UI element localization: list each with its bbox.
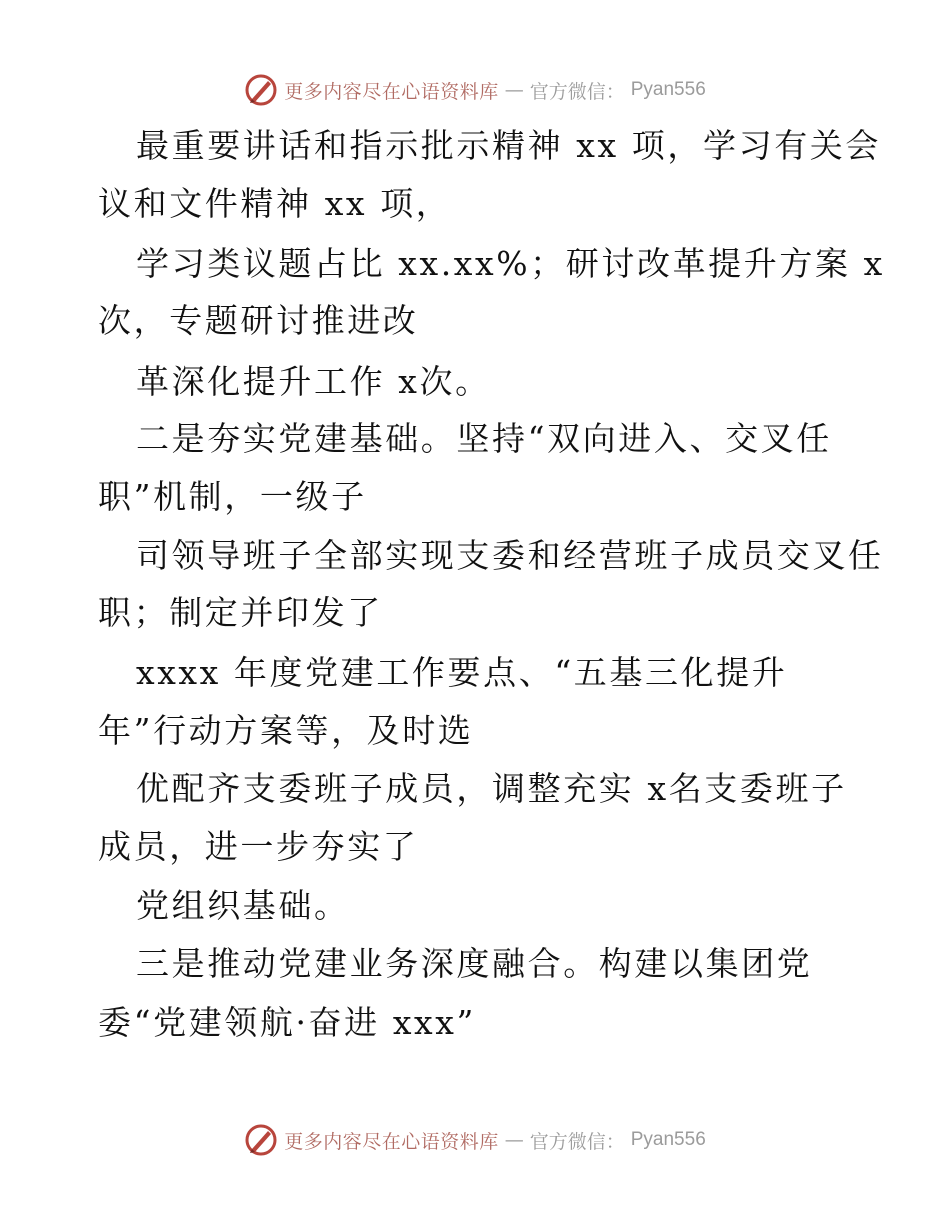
footer-wechat-id: Pyan556 <box>630 1129 706 1150</box>
footer-watermark <box>0 1120 950 1160</box>
text-line: 三是推动党建业务深度融合。构建以集团党 <box>136 944 813 983</box>
text-line: 委“党建领航·奋进 xxx” <box>98 1003 476 1042</box>
text-line: 学习类议题占比 xx.xx%；研讨改革提升方案 x <box>136 244 885 283</box>
footer-separator: — <box>504 1129 524 1151</box>
text-line: 次，专题研讨推进改 <box>98 301 419 340</box>
text-line: 革深化提升工作 x次。 <box>136 362 491 401</box>
header-watermark <box>0 70 950 110</box>
header-wechat-id: Pyan556 <box>630 79 706 100</box>
header-promo-text: 更多内容尽在心语资料库 <box>284 80 499 103</box>
footer-wechat-label: 官方微信： <box>529 1130 625 1153</box>
text-line: 二是夯实党建基础。坚持“双向进入、交叉任 <box>136 419 832 458</box>
footer-promo-text: 更多内容尽在心语资料库 <box>284 1130 499 1153</box>
text-line: 司领导班子全部实现支委和经营班子成员交叉任 <box>136 536 884 575</box>
text-line: 党组织基础。 <box>136 886 350 925</box>
text-line: 最重要讲话和指示批示精神 xx 项，学习有关会 <box>136 126 882 165</box>
text-line: 成员，进一步夯实了 <box>98 827 419 866</box>
header-separator: — <box>504 79 524 101</box>
text-line: xxxx 年度党建工作要点、“五基三化提升 <box>136 653 788 692</box>
header-wechat-label: 官方微信： <box>529 80 625 103</box>
text-line: 职”机制，一级子 <box>98 477 367 516</box>
pen-logo-icon <box>244 73 278 107</box>
text-line: 议和文件精神 xx 项， <box>98 184 452 223</box>
pen-logo-icon <box>244 1123 278 1157</box>
text-line: 职；制定并印发了 <box>98 593 383 632</box>
text-line: 优配齐支委班子成员，调整充实 x名支委班子 <box>136 769 847 808</box>
text-line: 年”行动方案等，及时选 <box>98 711 474 750</box>
